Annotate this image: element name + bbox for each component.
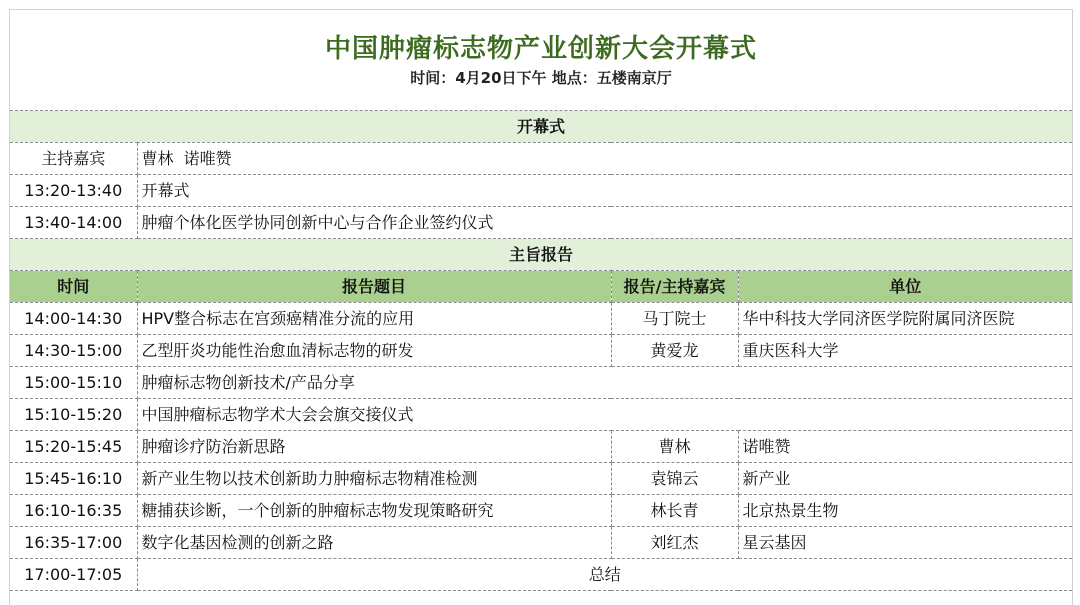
column-header-time: 时间 (10, 271, 137, 303)
row-topic: 新产业生物以技术创新助力肿瘤标志物精准检测 (137, 463, 611, 495)
table-row (10, 303, 1072, 335)
row-org: 星云基因 (738, 527, 1072, 559)
row-time: 13:40-14:00 (10, 207, 137, 239)
table-row (10, 207, 1072, 239)
table-row (10, 367, 1072, 399)
row-time: 14:00-14:30 (10, 303, 137, 335)
column-header-org: 单位 (738, 271, 1072, 303)
section-header-keynote (10, 239, 1072, 271)
host-names: 曹林 诺唯赞 (137, 143, 1072, 175)
row-topic: HPV整合标志在宫颈癌精准分流的应用 (137, 303, 611, 335)
row-org: 北京热景生物 (738, 495, 1072, 527)
row-org: 诺唯赞 (738, 431, 1072, 463)
row-org: 新产业 (738, 463, 1072, 495)
table-row (10, 527, 1072, 559)
table-row (10, 399, 1072, 431)
column-header-row (10, 271, 1072, 303)
row-topic: 肿瘤个体化医学协同创新中心与合作企业签约仪式 (137, 207, 1072, 239)
table-row (10, 495, 1072, 527)
table-row (10, 175, 1072, 207)
title-block (10, 10, 1072, 111)
row-speaker: 黄爱龙 (611, 335, 738, 367)
row-time: 17:00-17:05 (10, 559, 137, 591)
row-topic: 乙型肝炎功能性治愈血清标志物的研发 (137, 335, 611, 367)
row-time: 16:10-16:35 (10, 495, 137, 527)
column-header-topic: 报告题目 (137, 271, 611, 303)
row-time: 15:00-15:10 (10, 367, 137, 399)
row-org: 重庆医科大学 (738, 335, 1072, 367)
row-topic: 中国肿瘤标志物学术大会会旗交接仪式 (137, 399, 1072, 431)
section-title-keynote: 主旨报告 (10, 239, 1072, 271)
row-topic: 肿瘤标志物创新技术/产品分享 (137, 367, 1072, 399)
host-label: 主持嘉宾 (10, 143, 137, 175)
table-row (10, 335, 1072, 367)
row-time: 16:35-17:00 (10, 527, 137, 559)
time-location-subtitle: 时间：4月20日下午 地点：五楼南京厅 (410, 69, 672, 87)
row-time: 13:20-13:40 (10, 175, 137, 207)
row-speaker: 林长青 (611, 495, 738, 527)
row-topic: 肿瘤诊疗防治新思路 (137, 431, 611, 463)
schedule-sheet (9, 9, 1073, 605)
row-speaker: 马丁院士 (611, 303, 738, 335)
table-row (10, 559, 1072, 591)
row-speaker: 曹林 (611, 431, 738, 463)
host-row (10, 143, 1072, 175)
row-time: 15:10-15:20 (10, 399, 137, 431)
page-title: 中国肿瘤标志物产业创新大会开幕式 (324, 34, 757, 64)
row-speaker: 刘红杰 (611, 527, 738, 559)
row-org: 华中科技大学同济医学院附属同济医院 (738, 303, 1072, 335)
column-header-speaker: 报告/主持嘉宾 (611, 271, 738, 303)
section-header-opening (10, 111, 1072, 143)
row-topic: 糖捕获诊断，一个创新的肿瘤标志物发现策略研究 (137, 495, 611, 527)
table-row (10, 463, 1072, 495)
row-topic: 总结 (137, 559, 1072, 591)
section-title-opening: 开幕式 (10, 111, 1072, 143)
row-topic: 开幕式 (137, 175, 1072, 207)
row-speaker: 袁锦云 (611, 463, 738, 495)
row-time: 14:30-15:00 (10, 335, 137, 367)
row-time: 15:20-15:45 (10, 431, 137, 463)
row-topic: 数字化基因检测的创新之路 (137, 527, 611, 559)
schedule-table (10, 111, 1072, 591)
table-row (10, 431, 1072, 463)
row-time: 15:45-16:10 (10, 463, 137, 495)
